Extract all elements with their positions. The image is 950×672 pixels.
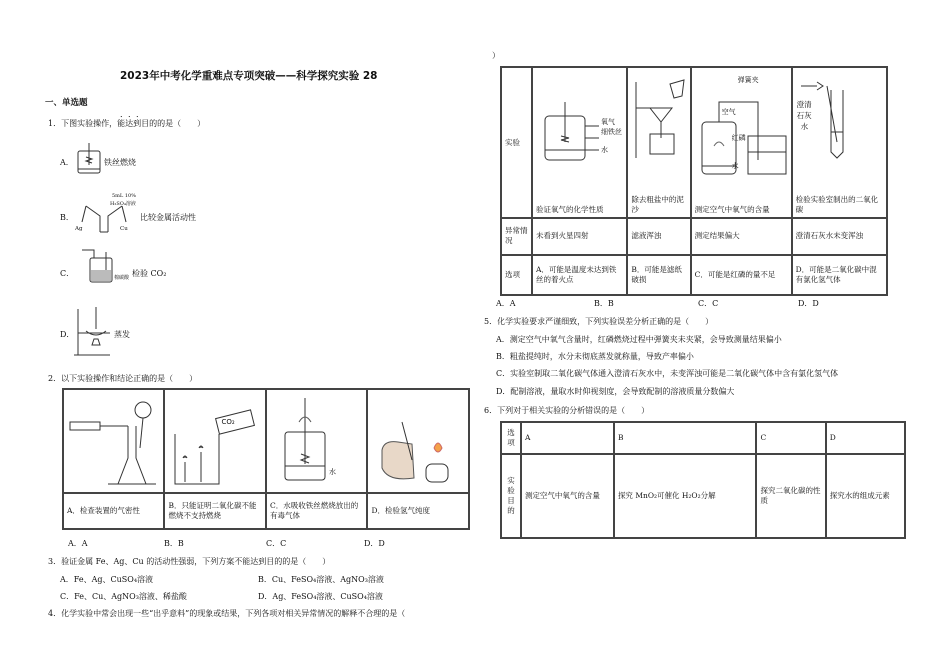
q4-answer-b[interactable]: B．B xyxy=(594,299,614,308)
q3-stem: 3．验证金属 Fe、Ag、Cu 的活动性强弱，下列方案不能达到目的的是（ ） xyxy=(48,557,331,566)
q2-answer-b[interactable]: B．B xyxy=(164,539,184,548)
q6-table xyxy=(500,421,906,539)
filtration-figure xyxy=(634,78,686,158)
q2-fig-c xyxy=(266,389,368,493)
q2-answer-d[interactable]: D．D xyxy=(364,539,385,548)
b-label-top: 5mL 10% xyxy=(112,193,136,199)
q4-option-a: A．可能是温度未达到铁丝的着火点 xyxy=(532,255,627,295)
q6-head-b: B xyxy=(614,422,757,454)
q6-head-a: A xyxy=(521,422,614,454)
q6-head-d: D xyxy=(826,422,905,454)
syringe-figure xyxy=(68,398,160,488)
q4-exp-c-text: 测定空气中氧气的含量 xyxy=(694,205,770,215)
q6-goal-d: 探究水的组成元素 xyxy=(826,454,905,538)
label-lime: 石灰 xyxy=(796,111,812,120)
q4-stem-cont: ） xyxy=(492,51,500,60)
co2-pour-figure xyxy=(171,412,259,488)
q1-stem: 1．下图实验操作，能达到目的的是（ ） xyxy=(48,119,206,128)
q4-exp-d xyxy=(792,67,887,218)
page-title: 2023年中考化学重难点专项突破——科学探究实验 28 xyxy=(120,70,378,82)
q4-exp-b xyxy=(627,67,690,218)
q3-option-a[interactable]: A．Fe、Ag、CuSO₄溶液 xyxy=(60,575,154,584)
q6-goal-c: 探究二氧化碳的性质 xyxy=(756,454,825,538)
label-clear: 澄清 xyxy=(796,100,812,109)
q3-option-b[interactable]: B．Cu、FeSO₄溶液、AgNO₃溶液 xyxy=(258,575,384,584)
q4-head-experiment: 实验 xyxy=(501,67,532,218)
co2-test-tube-figure xyxy=(797,82,883,162)
section-heading: 一、单选题 xyxy=(45,98,88,108)
q4-anomaly-b: 滤液浑浊 xyxy=(627,218,690,254)
q2-table xyxy=(62,388,470,530)
label-water-d: 水 xyxy=(800,122,809,131)
q5-option-b[interactable]: B．粗盐提纯时，水分未彻底蒸发就称量，导致产率偏小 xyxy=(496,352,694,361)
q5-option-a[interactable]: A．测定空气中氧气含量时，红磷燃烧过程中弹簧夹未夹紧，会导致测量结果偏小 xyxy=(496,335,782,344)
q2-cell-a: A．检查装置的气密性 xyxy=(63,493,164,529)
q6-row-label: 实验目的 xyxy=(501,454,521,538)
air-oxygen-figure xyxy=(698,76,792,180)
q1-option-c-text: 检验 CO₂ xyxy=(132,269,167,278)
water-label: 水 xyxy=(328,468,336,476)
q2-cell-c: C．水吸收铁丝燃烧放出的有毒气体 xyxy=(266,493,368,529)
q2-fig-a xyxy=(63,389,164,493)
q4-answer-d[interactable]: D．D xyxy=(798,299,819,308)
q4-exp-d-text: 检验实验室制出的二氧化碳 xyxy=(795,195,879,215)
q1-option-c: C． xyxy=(60,269,75,278)
q5-stem: 5．化学实验要求严谨细致，下列实验误差分析正确的是（ ） xyxy=(484,317,714,326)
q5-option-c[interactable]: C．实验室制取二氧化碳气体通入澄清石灰水中，未变浑浊可能是二氧化碳气体中含有氯化氢气体 xyxy=(496,369,839,378)
iron-burning-bottle-figure xyxy=(279,394,349,490)
q2-cell-d: D．检验氢气纯度 xyxy=(367,493,469,529)
q4-anomaly-c: 测定结果偏大 xyxy=(691,218,792,254)
q4-head-option: 选项 xyxy=(501,255,532,295)
q1-option-b-text: 比较金属活动性 xyxy=(140,213,196,222)
q4-option-b: B．可能是滤纸破损 xyxy=(627,255,690,295)
q1-option-b: B． xyxy=(60,213,74,222)
q4-answer-a[interactable]: A．A xyxy=(496,299,516,308)
q4-exp-c xyxy=(691,67,792,218)
evaporation-figure xyxy=(74,303,112,357)
label-iron-wire: 细铁丝 xyxy=(601,128,623,136)
q2-fig-d xyxy=(367,389,469,493)
q6-head-c: C xyxy=(756,422,825,454)
label-oxygen: 氧气 xyxy=(601,118,616,126)
q4-table xyxy=(500,66,888,296)
q4-answer-c[interactable]: C．C xyxy=(698,299,719,308)
label-water-a: 水 xyxy=(601,146,609,154)
q1-option-a-text: 铁丝燃烧 xyxy=(104,158,136,167)
q6-stem: 6．下列对于相关实验的分析错误的是（ ） xyxy=(484,406,650,415)
label-clip: 弹簧夹 xyxy=(737,76,759,84)
q3-option-d[interactable]: D．Ag、FeSO₄溶液、CuSO₄溶液 xyxy=(258,592,383,601)
label-water-c: 水 xyxy=(731,162,739,170)
b-label-ag: Ag xyxy=(75,226,83,232)
label-red-phosphorus: 红磷 xyxy=(731,134,746,142)
q2-cell-b: B．只能证明二氧化碳不能燃烧不支持燃烧 xyxy=(164,493,265,529)
q2-fig-b xyxy=(164,389,265,493)
q4-option-c: C．可能是红磷的量不足 xyxy=(691,255,792,295)
q4-head-anomaly: 异常情况 xyxy=(501,218,532,254)
q1-option-a: A． xyxy=(60,158,74,167)
q6-head-label: 选项 xyxy=(501,422,521,454)
q1-option-d-text: 蒸发 xyxy=(114,330,130,339)
q3-option-c[interactable]: C．Fe、Cu、AgNO₃溶液、稀盐酸 xyxy=(60,592,187,601)
q4-anomaly-d: 澄清石灰水未变浑浊 xyxy=(792,218,887,254)
q5-option-d[interactable]: D．配制溶液，量取水时仰视刻度，会导致配制的溶液质量分数偏大 xyxy=(496,387,735,396)
q4-exp-a-text: 验证氧气的化学性质 xyxy=(536,205,604,215)
co2-label: CO₂ xyxy=(221,418,235,426)
b-label-top2: H₂SO₄溶液 xyxy=(110,201,136,207)
c-label: 棉碳酸 xyxy=(114,275,130,281)
q6-goal-b: 探究 MnO₂可催化 H₂O₂分解 xyxy=(614,454,757,538)
q4-stem: 4．化学实验中常会出现一些“出乎意料”的现象或结果，下列各项对相关异常情况的解释不合理的是（ xyxy=(48,609,406,618)
q4-anomaly-a: 未看到火星四射 xyxy=(532,218,627,254)
iron-wire-combustion-figure xyxy=(76,143,102,175)
hydrogen-purity-figure xyxy=(378,420,458,490)
q1-option-d: D． xyxy=(60,330,75,339)
q6-goal-a: 测定空气中氧气的含量 xyxy=(521,454,614,538)
q2-stem: 2．以下实验操作和结论正确的是（ ） xyxy=(48,374,198,383)
q4-exp-a xyxy=(532,67,627,218)
label-air: 空气 xyxy=(721,108,736,116)
q4-option-d: D．可能是二氧化碳中混有氯化氢气体 xyxy=(792,255,887,295)
q2-answer-a[interactable]: A．A xyxy=(68,539,88,548)
q4-exp-b-text: 除去粗盐中的泥沙 xyxy=(631,195,684,215)
b-label-cu: Cu xyxy=(120,226,128,232)
q2-answer-c[interactable]: C．C xyxy=(266,539,287,548)
